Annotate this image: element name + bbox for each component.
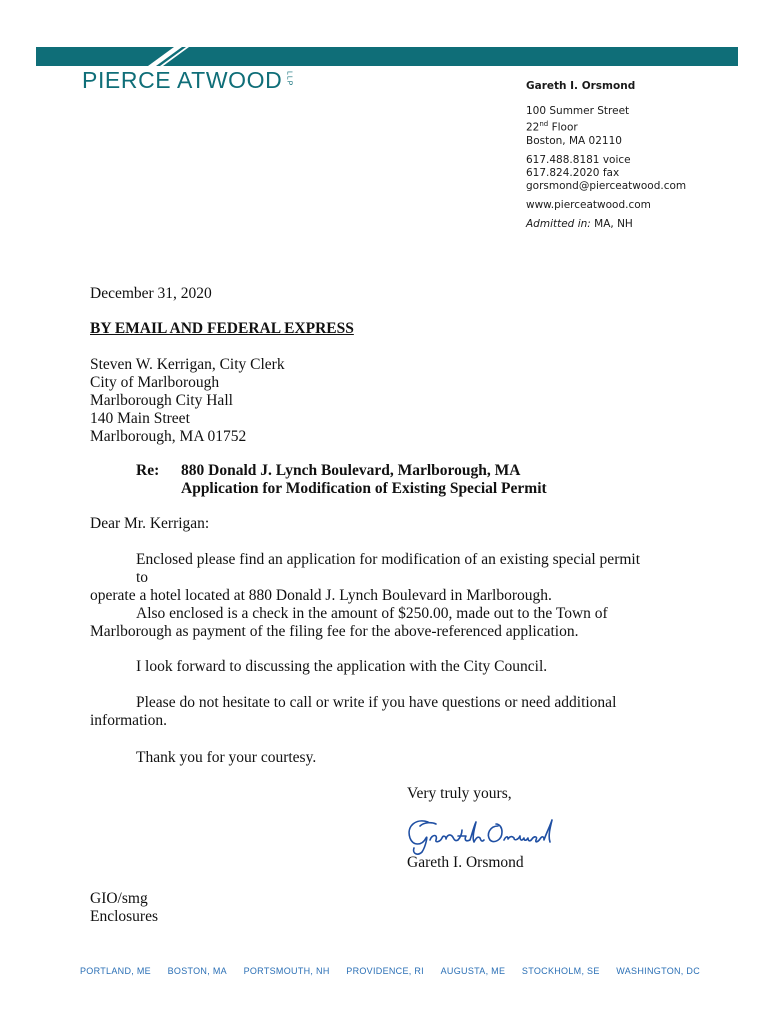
office-location: PROVIDENCE, RI [346,966,424,976]
body-paragraph: Enclosed please find an application for modification of an existing special permit to operate a hotel located at 880 Donald J. Lynch Boulevard in Marlborough. [90,551,641,604]
sender-address [526,105,686,148]
letter-date: December 31, 2020 [90,285,212,302]
recipient-line: Steven W. Kerrigan, City Clerk [90,356,285,373]
enclosures-note: Enclosures [90,908,159,925]
signer-name: Gareth I. Orsmond [407,854,524,871]
letterhead-bar [36,47,738,66]
body-paragraph: Thank you for your courtesy. [136,749,317,766]
subject-line-2: Application for Modification of Existing Special Permit [181,480,547,497]
office-location: AUGUSTA, ME [440,966,506,976]
firm-logo [82,66,292,94]
body-paragraph: Also enclosed is a check in the amount of $250.00, made out to the Town of Marlborough as payment of the filing fee for the above-referenced application. [90,605,608,640]
office-location: PORTLAND, ME [80,966,151,976]
sender-contact-block [526,80,686,231]
body-paragraph: Please do not hesitate to call or write if you have questions or need additional information. [90,694,617,729]
sender-street: 100 Summer Street [526,105,630,117]
office-location: WASHINGTON, DC [616,966,700,976]
office-locations [80,966,700,976]
typist-initials: GIO/smg [90,890,148,907]
re-label: Re: [136,462,160,479]
office-location: BOSTON, MA [167,966,227,976]
reference-block [90,890,158,926]
subject-line-1: 880 Donald J. Lynch Boulevard, Marlborough, MA [181,462,521,479]
sender-admitted: Admitted in: MA, NH [526,217,633,230]
sender-fax: 617.824.2020 fax [526,166,620,179]
sender-phones [526,154,686,193]
recipient-line: Marlborough, MA 01752 [90,428,247,445]
firm-suffix: LLP [285,71,293,87]
firm-name: PIERCE ATWOOD [82,67,283,93]
handwritten-signature [402,812,558,856]
subject-line [181,462,547,498]
closing: Very truly yours, [407,785,512,802]
sender-email: gorsmond@pierceatwood.com [526,179,687,192]
sender-website: www.pierceatwood.com [526,198,651,211]
recipient-line: Marlborough City Hall [90,392,233,409]
sender-phone: 617.488.8181 voice [526,153,631,166]
delivery-method: BY EMAIL AND FEDERAL EXPRESS [90,320,354,337]
sender-city: Boston, MA 02110 [526,134,622,147]
body-paragraph: I look forward to discussing the application with the City Council. [136,658,548,675]
recipient-line: 140 Main Street [90,410,190,427]
recipient-line: City of Marlborough [90,374,220,391]
sender-name: Gareth I. Orsmond [526,80,636,92]
office-location: STOCKHOLM, SE [521,966,600,976]
sender-floor: 22nd Floor [526,120,578,134]
office-location: PORTSMOUTH, NH [243,966,330,976]
salutation: Dear Mr. Kerrigan: [90,515,210,532]
recipient-address [90,356,285,446]
